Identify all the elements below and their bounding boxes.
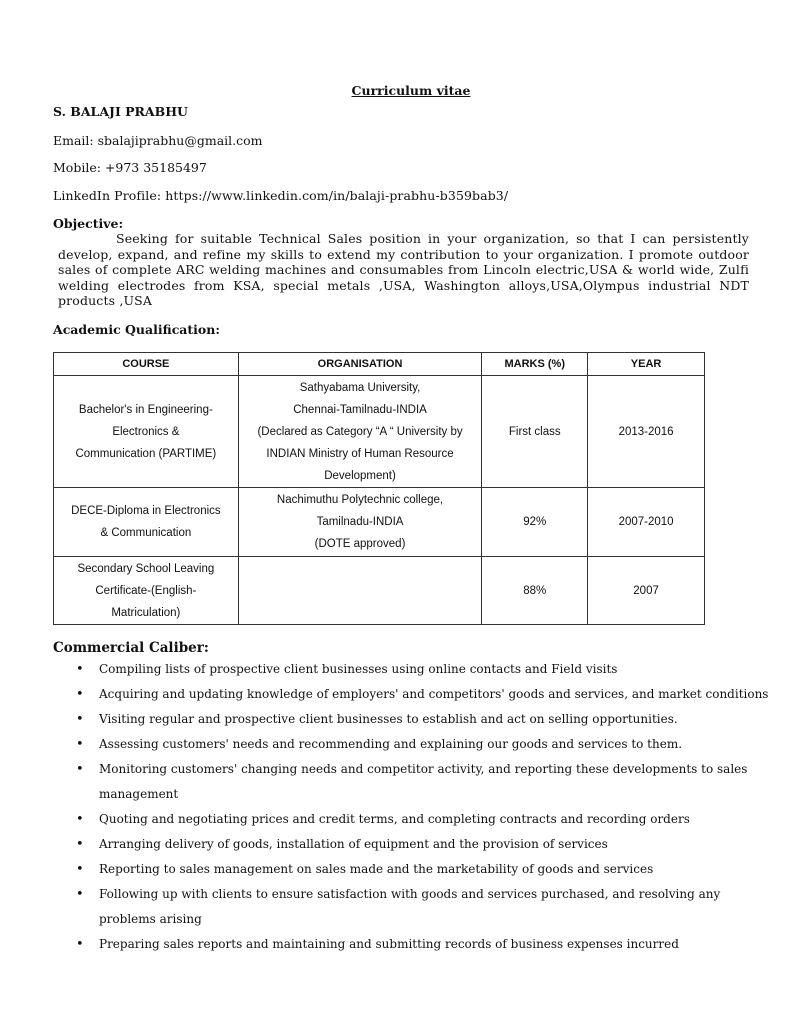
list-item: • Quoting and negotiating prices and credit terms, and completing contracts and recording orders xyxy=(53,807,773,832)
course-line: Matriculation) xyxy=(111,606,181,619)
table-cell-marks: 92% xyxy=(482,488,588,557)
course-line: Communication (PARTIME) xyxy=(75,447,217,460)
objective-text: Seeking for suitable Technical Sales position in your organization, so that I can persistently develop, expand, and refine my skills to extend my contribution to your organization. I promote outdoor sales of complete ARC welding machines and consumables from Lincoln electric,USA & world wide, Zulfi welding electrodes from KSA, special metals ,USA, Washington alloys,USA,Olympus industrial NDT products ,USA xyxy=(58,231,749,308)
table-cell-organisation xyxy=(238,488,482,557)
table-row xyxy=(54,376,705,488)
table-cell-year: 2013-2016 xyxy=(588,376,705,488)
list-item: • Monitoring customers' changing needs and competitor activity, and reporting these developments to sales management xyxy=(53,757,773,807)
list-item: • Visiting regular and prospective client businesses to establish and act on selling opportunities. xyxy=(53,707,773,732)
column-header-year: YEAR xyxy=(588,353,705,376)
table-row xyxy=(54,488,705,557)
organisation-line: Development) xyxy=(324,469,396,482)
list-item: • Reporting to sales management on sales made and the marketability of goods and services xyxy=(53,857,773,882)
table-row xyxy=(54,557,705,625)
objective-heading: Objective: xyxy=(53,216,124,231)
organisation-line: Nachimuthu Polytechnic college, xyxy=(276,494,444,506)
table-cell-year: 2007 xyxy=(588,557,705,625)
course-line: DECE-Diploma in Electronics xyxy=(71,505,221,517)
commercial-heading: Commercial Caliber: xyxy=(53,640,209,656)
list-item: • Arranging delivery of goods, installation of equipment and the provision of services xyxy=(53,832,773,857)
document-title: Curriculum vitae xyxy=(351,83,471,98)
academic-heading: Academic Qualification: xyxy=(53,322,220,337)
course-line: Electronics & xyxy=(112,425,180,438)
list-item: • Preparing sales reports and maintaining and submitting records of business expenses incurred xyxy=(53,932,773,957)
list-item: • Following up with clients to ensure satisfaction with goods and services purchased, and resolving any problems arising xyxy=(53,882,773,932)
list-item: • Assessing customers' needs and recommending and explaining our goods and services to them. xyxy=(53,732,773,757)
candidate-name: S. BALAJI PRABHU xyxy=(53,104,188,119)
course-line: Certificate-(English- xyxy=(95,584,197,597)
table-header-row xyxy=(54,353,705,376)
organisation-line: Tamilnadu-INDIA xyxy=(316,516,404,528)
table-cell-course xyxy=(54,376,239,488)
course-line: & Communication xyxy=(100,527,192,539)
organisation-line: Sathyabama University, xyxy=(299,381,421,394)
table-cell-course xyxy=(54,557,239,625)
table-cell-marks: 88% xyxy=(482,557,588,625)
list-item: • Compiling lists of prospective client businesses using online contacts and Field visits xyxy=(53,657,773,682)
commercial-list xyxy=(53,657,773,957)
column-header-course: COURSE xyxy=(54,353,239,376)
linkedin-line: LinkedIn Profile: https://www.linkedin.com/in/balaji-prabhu-b359bab3/ xyxy=(53,188,509,203)
column-header-marks: MARKS (%) xyxy=(482,353,588,376)
table-cell-organisation xyxy=(238,376,482,488)
academic-table xyxy=(53,352,705,625)
course-line: Bachelor's in Engineering- xyxy=(78,403,213,416)
organisation-line: Chennai-Tamilnadu-INDIA xyxy=(293,403,427,416)
course-line: Secondary School Leaving xyxy=(77,562,215,575)
email-line: Email: sbalajiprabhu@gmail.com xyxy=(53,133,263,148)
organisation-line: (DOTE approved) xyxy=(314,538,406,550)
table-cell-year: 2007-2010 xyxy=(588,488,705,557)
mobile-line: Mobile: +973 35185497 xyxy=(53,160,207,175)
table-cell-organisation xyxy=(238,557,482,625)
table-cell-course xyxy=(54,488,239,557)
list-item: • Acquiring and updating knowledge of employers' and competitors' goods and services, and market conditions xyxy=(53,682,773,707)
organisation-line: (Declared as Category “A “ University by xyxy=(257,425,463,438)
organisation-line: INDIAN Ministry of Human Resource xyxy=(266,447,454,460)
column-header-organisation: ORGANISATION xyxy=(238,353,482,376)
table-cell-marks: First class xyxy=(482,376,588,488)
